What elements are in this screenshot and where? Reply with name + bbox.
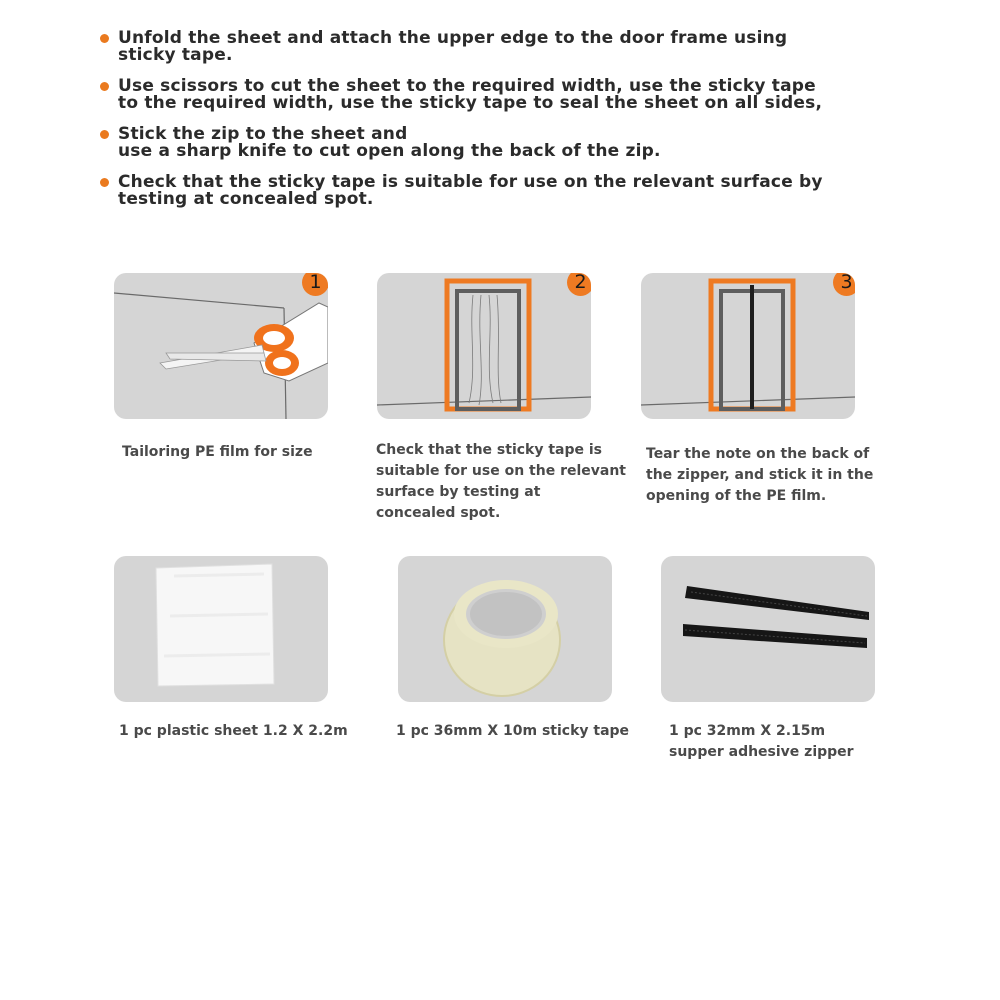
caption-line: concealed spot. (376, 505, 501, 521)
door-zipper-installed-illustration (641, 273, 855, 419)
step-number-badge: 3 (833, 273, 855, 296)
instruction-item (100, 78, 890, 112)
instruction-line: Check that the sticky tape is suitable for use on the relevant surface by (118, 172, 823, 192)
step-1-caption (122, 442, 313, 463)
scissors-cutting-illustration (114, 273, 328, 419)
step-3-image (641, 273, 855, 419)
tape-roll-illustration (398, 556, 612, 702)
step-3-caption (646, 444, 873, 507)
bullet-dot-icon (100, 82, 109, 91)
instruction-line: Use scissors to cut the sheet to the required width, use the sticky tape (118, 76, 816, 96)
caption-line: Tear the note on the back of (646, 446, 870, 462)
instruction-item (100, 126, 890, 160)
instruction-item (100, 30, 890, 64)
caption-line: surface by testing at (376, 484, 541, 500)
plastic-sheet-image (114, 556, 328, 702)
step-1-image (114, 273, 328, 419)
instruction-line: testing at concealed spot. (118, 189, 374, 209)
zipper-image (661, 556, 875, 702)
instruction-line: to the required width, use the sticky tape to seal the sheet on all sides, (118, 93, 823, 113)
step-2-image (377, 273, 591, 419)
instruction-line: use a sharp knife to cut open along the back of the zip. (118, 141, 661, 161)
door-frame-taped-illustration (377, 273, 591, 419)
plastic-sheet-illustration (114, 556, 328, 702)
instruction-line: Unfold the sheet and attach the upper edge to the door frame using (118, 28, 788, 48)
step-2-caption (376, 440, 626, 524)
sticky-tape-image (398, 556, 612, 702)
instruction-list (100, 30, 890, 222)
caption-line: the zipper, and stick it in the (646, 467, 874, 483)
step-number-badge: 2 (567, 273, 591, 296)
step-number-badge: 1 (302, 273, 328, 296)
caption-line: 1 pc plastic sheet 1.2 X 2.2m (119, 723, 348, 739)
bullet-dot-icon (100, 34, 109, 43)
caption-line: Tailoring PE film for size (122, 444, 313, 460)
caption-line: 1 pc 36mm X 10m sticky tape (396, 723, 630, 739)
instruction-line: Stick the zip to the sheet and (118, 124, 408, 144)
caption-line: suitable for use on the relevant (376, 463, 626, 479)
caption-line: Check that the sticky tape is (376, 442, 603, 458)
instruction-item (100, 174, 890, 208)
bullet-dot-icon (100, 130, 109, 139)
plastic-sheet-caption (119, 721, 348, 742)
bullet-dot-icon (100, 178, 109, 187)
caption-line: opening of the PE film. (646, 488, 827, 504)
zipper-illustration (661, 556, 875, 702)
sticky-tape-caption (396, 721, 629, 742)
instruction-line: sticky tape. (118, 45, 233, 65)
caption-line: 1 pc 32mm X 2.15m (669, 723, 826, 739)
caption-line: supper adhesive zipper (669, 744, 854, 760)
zipper-caption (669, 721, 854, 763)
